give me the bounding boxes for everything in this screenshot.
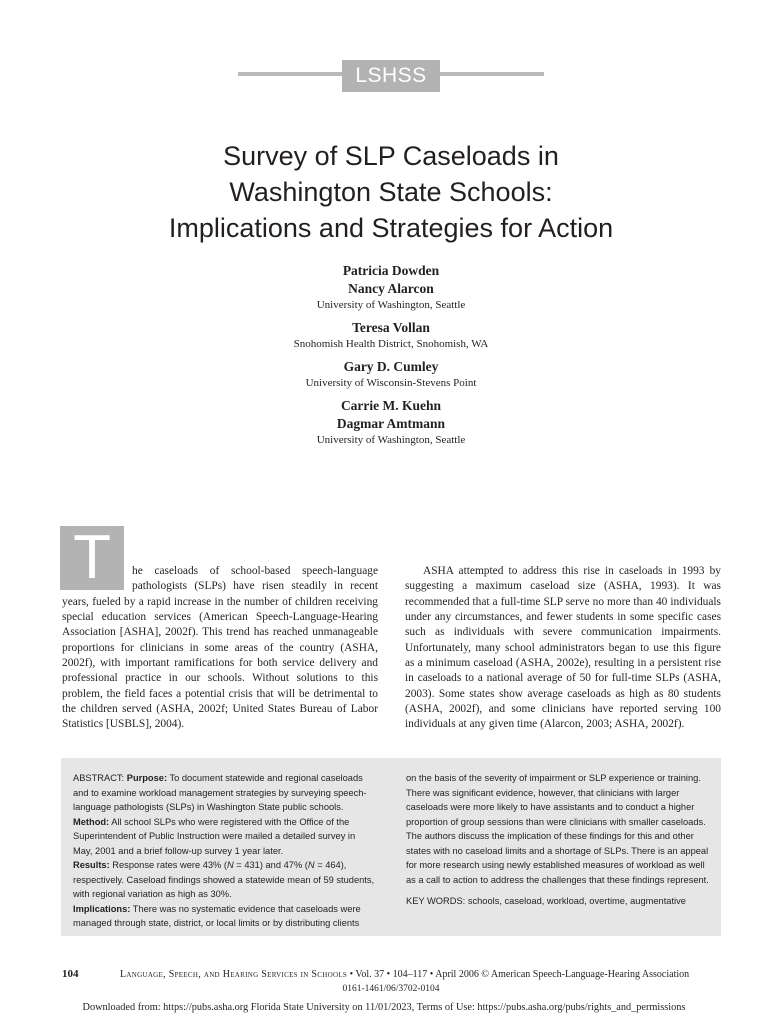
abstract-implications: [73, 902, 376, 931]
purpose-label: Purpose:: [126, 773, 168, 783]
results-text-2: = 431) and 47% (: [233, 860, 308, 870]
title-line-1: Survey of SLP Caseloads in: [223, 141, 559, 171]
download-notice: Downloaded from: https://pubs.asha.org Florida State University on 11/01/2023, Terms of Use: https://pubs.asha.org/pubs/rights_and_permissions: [82, 1002, 686, 1013]
intro-right-column: [405, 564, 721, 733]
doi-line: 0161-1461/06/3702-0104: [342, 984, 440, 994]
author-affiliation: University of Washington, Seattle: [316, 299, 466, 311]
journal-citation: [120, 968, 689, 981]
results-label: Results:: [73, 860, 110, 870]
keywords-label: KEY WORDS:: [406, 896, 466, 906]
intro-paragraph-right: ASHA attempted to address this rise in caseloads in 1993 by suggesting a maximum caseload size (ASHA, 1993). It was recommended that a full-time SLP serve no more than 40 individuals under any circumstances, and fewer students in some specific cases such as individuals with severe communication impairments. Unfortunately, many school administrators began to use this figure as a minimum caseload (ASHA, 2002e), resulting in a persistent rise in caseloads to a national average of 50 for full-time SLPs (ASHA, 2003). Some states show average caseloads as high as 80 students (ASHA, 2002f), and some clinicians have reported serving 100 individuals at any given time (Alarcon, 2003; ASHA, 2002f).: [405, 565, 721, 731]
article-title: [0, 138, 768, 246]
intro-left-column: [62, 523, 378, 733]
title-line-2: Washington State Schools:: [229, 177, 553, 207]
keywords-text: schools, caseload, workload, overtime, augmentative: [467, 896, 686, 906]
implications-label: Implications:: [73, 903, 131, 914]
author-group-3: [0, 358, 768, 390]
author-affiliation: University of Wisconsin-Stevens Point: [305, 377, 477, 389]
method-text: All school SLPs who were registered with the Office of the Superintendent of Public Instruction were mailed a detailed survey in May, 2001 and a brief follow-up survey 1 year later.: [73, 816, 356, 856]
journal-name: Language, Speech, and Hearing Services in Schools: [120, 969, 348, 980]
author-group-1: [0, 262, 768, 312]
abstract-method: [73, 815, 376, 859]
abstract-right-column: [406, 771, 709, 909]
journal-badge: LSHSS: [342, 60, 440, 92]
abstract-purpose: [73, 771, 376, 815]
implications-text: There was no systematic evidence that caseloads were managed through state, district, or local limits or by distributing clients: [73, 903, 361, 928]
citation-details: • Vol. 37 • 104–117 • April 2006 © American Speech-Language-Hearing Association: [347, 969, 690, 980]
author-affiliation: Snohomish Health District, Snohomish, WA: [293, 338, 489, 350]
masthead-rule-left: [238, 72, 342, 76]
purpose-text: To document statewide and regional caseloads and to examine workload management strategies by surveying speech-language pathologists (SLPs) in Washington State public schools.: [73, 773, 367, 812]
abstract-left-column: [73, 771, 376, 931]
abstract-label: ABSTRACT:: [73, 773, 125, 783]
drop-cap: T: [60, 526, 124, 590]
results-text-1: Response rates were 43% (: [112, 860, 227, 870]
author-affiliation: University of Washington, Seattle: [316, 434, 466, 446]
author-name: Carrie M. Kuehn: [340, 398, 442, 413]
author-name: Patricia Dowden: [342, 263, 440, 278]
results-text-3: = 464), respectively. Caseload findings showed a statewide mean of 59 students, with regional variation as high as 30%.: [73, 860, 375, 899]
abstract-results: [73, 858, 376, 902]
intro-paragraph-left: he caseloads of school-based speech-language pathologists (SLPs) have risen steadily in recent years, fueled by a rapid increase in the number of children receiving special education services (American Speech-Language-Hearing Association [ASHA], 2002f). This trend has reached unmanageable proportions for clinicians in some areas of the country (ASHA, 2002f), with important ramifications for both service delivery and professional practice in our schools. Without solutions to this problem, the field faces a potential crisis that will be detrimental to the children served (ASHA, 2002f; United States Bureau of Labor Statistics [USBLS], 2004).: [62, 565, 378, 731]
abstract-box: [61, 758, 721, 936]
author-list: [0, 262, 768, 454]
results-n-symbol: N: [307, 860, 315, 870]
title-line-3: Implications and Strategies for Action: [168, 213, 614, 243]
journal-masthead: [238, 60, 544, 92]
author-name: Gary D. Cumley: [343, 359, 439, 374]
masthead-rule-right: [440, 72, 544, 76]
author-group-2: [0, 319, 768, 351]
author-name: Dagmar Amtmann: [336, 416, 446, 431]
results-n-symbol: N: [227, 860, 234, 870]
author-name: Nancy Alarcon: [348, 281, 434, 296]
abstract-keywords: [406, 894, 709, 909]
author-group-4: [0, 397, 768, 447]
abstract-continued-text: on the basis of the severity of impairment or SLP experience or training. There was significant evidence, however, that clinicians with larger caseloads were more likely to have assistants and to conduct a higher proportion of group sessions than were clinicians with smaller caseloads. The authors discuss the implication of these findings for this and other states with no caseload limits and a shortage of SLPs. There is an appeal for more research using newly established measures of workload as well as a call to action to address the challenges that these findings represent.: [406, 773, 709, 885]
page-number: 104: [62, 968, 79, 980]
author-name: Teresa Vollan: [352, 320, 430, 335]
method-label: Method:: [73, 816, 110, 827]
